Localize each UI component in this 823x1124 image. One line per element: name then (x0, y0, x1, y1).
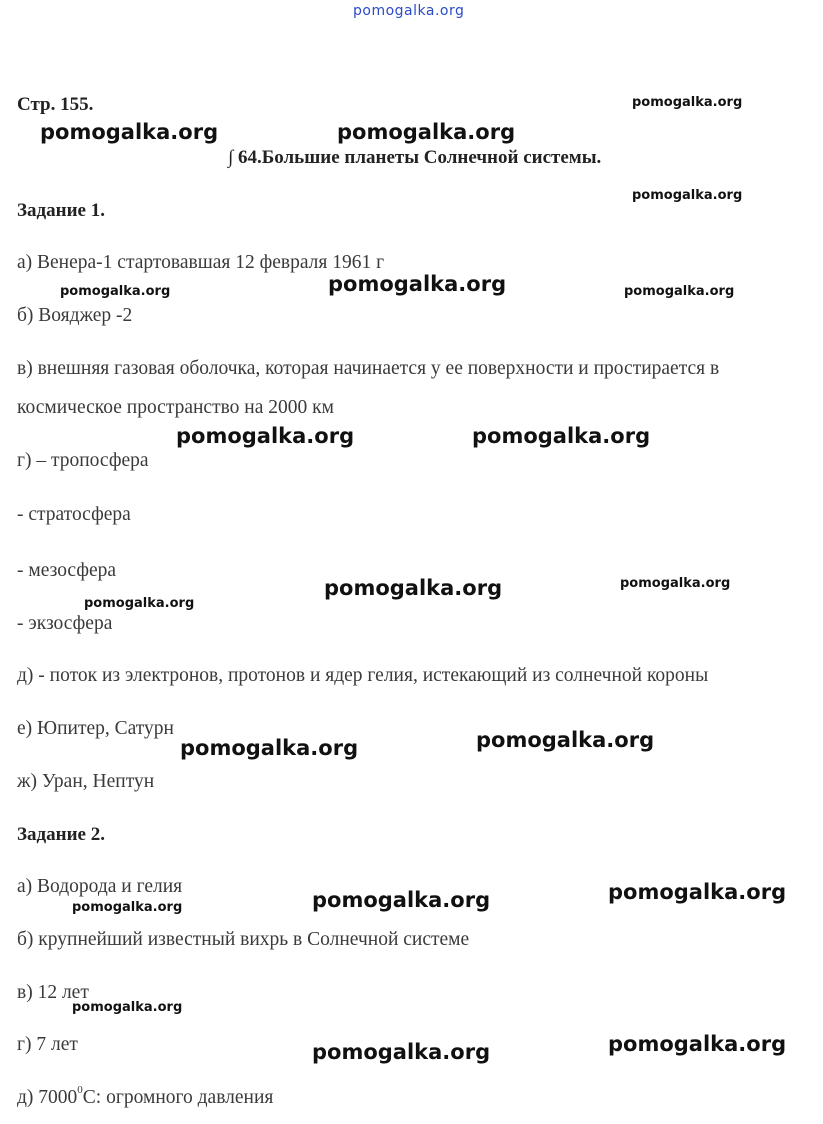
task2-title: Задание 2. (17, 824, 105, 845)
watermark: pomogalka.org (624, 284, 735, 299)
watermark: pomogalka.org (476, 728, 655, 752)
watermark: pomogalka.org (60, 284, 171, 299)
watermark: pomogalka.org (472, 424, 651, 448)
watermark: pomogalka.org (312, 888, 491, 912)
task1-answer-g-3: - мезосфера (17, 560, 117, 581)
task1-answer-v-line1: в) внешняя газовая оболочка, которая начинается у ее поверхности и простирается в (17, 358, 720, 379)
task1-answer-e: е) Юпитер, Сатурн (17, 718, 174, 739)
watermark: pomogalka.org (180, 736, 359, 760)
watermark: pomogalka.org (72, 900, 183, 915)
task2-answer-b: б) крупнейший известный вихрь в Солнечной системе (17, 929, 470, 950)
watermark: pomogalka.org (324, 576, 503, 600)
task1-answer-g-2: - стратосфера (17, 504, 131, 525)
watermark: pomogalka.org (72, 1000, 183, 1015)
watermark: pomogalka.org (620, 576, 731, 591)
task1-answer-b: б) Вояджер -2 (17, 305, 133, 326)
task2-answer-d (17, 1083, 274, 1109)
watermark: pomogalka.org (312, 1040, 491, 1064)
page-reference: Стр. 155. (17, 94, 94, 115)
task1-answer-d: д) - поток из электронов, протонов и ядер гелия, истекающий из солнечной короны (17, 665, 709, 686)
task1-answer-g-1: г) – тропосфера (17, 450, 149, 471)
degree-superscript: 0 (77, 1083, 83, 1096)
watermark: pomogalka.org (608, 1032, 787, 1056)
header-watermark: pomogalka.org (353, 3, 465, 19)
task1-answer-zh: ж) Уран, Нептун (17, 771, 155, 792)
task1-answer-v-line2: космическое пространство на 2000 км (17, 397, 334, 418)
section-title: ∫ 64.Большие планеты Солнечной системы. (228, 147, 602, 168)
watermark: pomogalka.org (632, 188, 743, 203)
task1-answer-g-4: - экзосфера (17, 613, 113, 634)
task1-title: Задание 1. (17, 200, 105, 221)
task2-answer-v: в) 12 лет (17, 982, 89, 1003)
watermark: pomogalka.org (176, 424, 355, 448)
task2-answer-a: а) Водорода и гелия (17, 876, 183, 897)
watermark: pomogalka.org (632, 95, 743, 110)
task2-answer-g: г) 7 лет (17, 1034, 78, 1055)
watermark: pomogalka.org (337, 120, 516, 144)
watermark: pomogalka.org (328, 272, 507, 296)
watermark: pomogalka.org (84, 596, 195, 611)
task1-answer-a: а) Венера-1 стартовавшая 12 февраля 1961 г (17, 252, 385, 273)
watermark: pomogalka.org (608, 880, 787, 904)
watermark: pomogalka.org (40, 120, 219, 144)
task2-answer-d-suffix: С: огромного давления (82, 1087, 274, 1108)
task2-answer-d-prefix: д) 7000 (17, 1087, 78, 1108)
